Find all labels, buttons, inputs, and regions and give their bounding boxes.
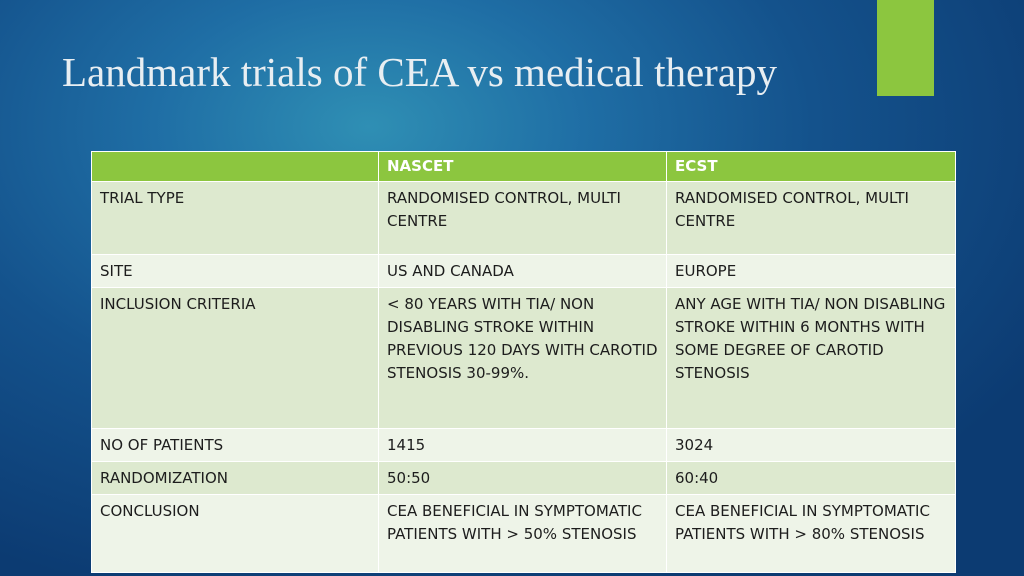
row-label: RANDOMIZATION: [92, 462, 379, 495]
row-label: TRIAL TYPE: [92, 182, 379, 255]
row-label: INCLUSION CRITERIA: [92, 288, 379, 429]
row-label: CONCLUSION: [92, 495, 379, 573]
table-row: [92, 288, 956, 429]
table-row: [92, 255, 956, 288]
nascet-cell: 50:50: [379, 462, 667, 495]
row-label: NO OF PATIENTS: [92, 429, 379, 462]
comparison-table: [91, 151, 956, 573]
table-row: [92, 429, 956, 462]
nascet-cell: US AND CANADA: [379, 255, 667, 288]
nascet-cell: RANDOMISED CONTROL, MULTI CENTRE: [379, 182, 667, 255]
table-row: [92, 182, 956, 255]
nascet-cell: CEA BENEFICIAL IN SYMPTOMATIC PATIENTS WITH > 50% STENOSIS: [379, 495, 667, 573]
slide-title: Landmark trials of CEA vs medical therapy: [62, 49, 778, 95]
nascet-cell: < 80 YEARS WITH TIA/ NON DISABLING STROKE WITHIN PREVIOUS 120 DAYS WITH CAROTID STENOSIS 30-99%.: [379, 288, 667, 429]
header-cell-nascet: NASCET: [379, 152, 667, 182]
ecst-cell: RANDOMISED CONTROL, MULTI CENTRE: [667, 182, 956, 255]
ecst-cell: 60:40: [667, 462, 956, 495]
accent-bar: [877, 0, 934, 96]
row-label: SITE: [92, 255, 379, 288]
table-header-row: [92, 152, 956, 182]
ecst-cell: 3024: [667, 429, 956, 462]
header-cell-blank: [92, 152, 379, 182]
header-cell-ecst: ECST: [667, 152, 956, 182]
table-row: [92, 462, 956, 495]
nascet-cell: 1415: [379, 429, 667, 462]
ecst-cell: CEA BENEFICIAL IN SYMPTOMATIC PATIENTS WITH > 80% STENOSIS: [667, 495, 956, 573]
ecst-cell: EUROPE: [667, 255, 956, 288]
ecst-cell: ANY AGE WITH TIA/ NON DISABLING STROKE WITHIN 6 MONTHS WITH SOME DEGREE OF CAROTID STENOSIS: [667, 288, 956, 429]
table-row: [92, 495, 956, 573]
